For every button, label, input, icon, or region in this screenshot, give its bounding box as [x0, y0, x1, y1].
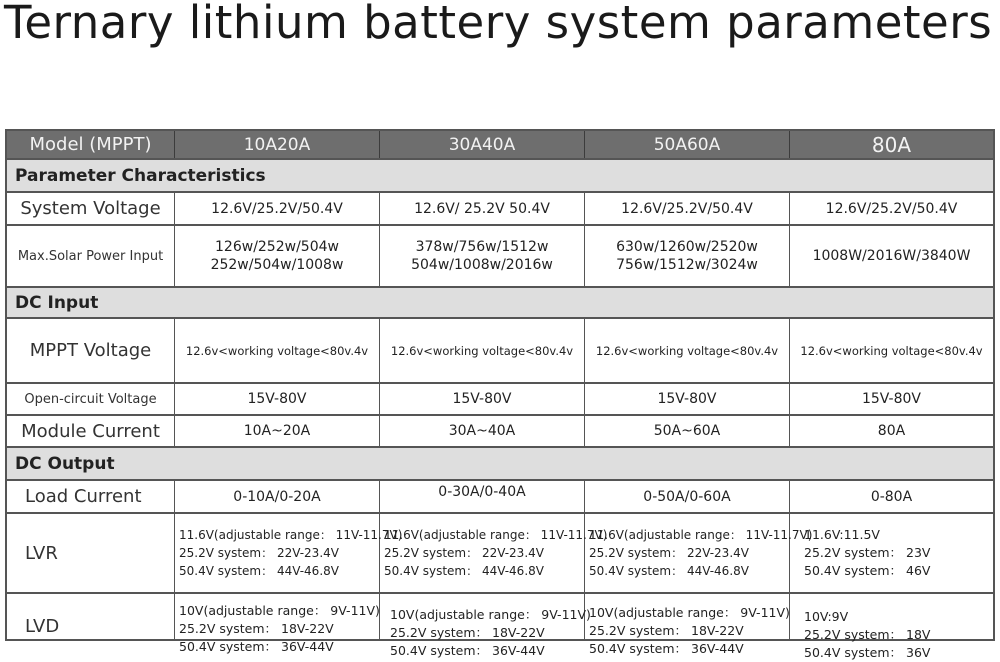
table-cell — [585, 514, 813, 592]
cell-line: 50.4V system： 36V-44V — [589, 641, 744, 656]
cell-line: 50.4V system： 46V — [804, 563, 931, 578]
cell-line: 25.2V system： 23V — [804, 545, 931, 560]
table-row-lvd — [7, 594, 993, 660]
table-cell: 50A~60A — [585, 416, 790, 446]
cell-line: 25.2V system： 18V-22V — [589, 623, 744, 638]
cell-line: 10V(adjustable range： 9V-11V) — [589, 605, 790, 620]
row-label: Module Current — [7, 416, 175, 446]
table-cell: 15V-80V — [380, 384, 585, 414]
row-label: Load Current — [7, 481, 175, 512]
cell-line: 25.2V system： 18V-22V — [179, 621, 334, 636]
table-cell: 0-80A — [870, 488, 913, 505]
cell-line: 504w/1008w/2016w — [411, 257, 553, 273]
cell-line: 252w/504w/1008w — [210, 257, 344, 273]
table-cell — [585, 594, 790, 656]
model-header-80a: 80A — [871, 132, 912, 157]
cell-line: 50.4V system： 36V-44V — [390, 643, 545, 658]
table-row-mppt-voltage — [7, 319, 993, 384]
model-header-50a60a: 50A60A — [585, 131, 790, 158]
table-cell: 12.6V/ 25.2V 50.4V — [380, 193, 585, 224]
cell-line: 11.6V(adjustable range： 11V-11.7V) — [179, 528, 403, 542]
row-label: MPPT Voltage — [7, 319, 175, 382]
table-cell: 10A~20A — [175, 416, 380, 446]
cell-line: 50.4V system： 36V — [804, 645, 931, 660]
table-cell: 12.6v<working voltage<80v.4v — [800, 343, 983, 358]
cell-line: 25.2V system： 18V-22V — [390, 625, 545, 640]
table-cell: 30A~40A — [380, 416, 585, 446]
table-cell: 0-10A/0-20A — [175, 481, 380, 512]
cell-line: 25.2V system： 22V-23.4V — [179, 546, 339, 560]
table-row-lvr — [7, 514, 993, 594]
row-label: LVD — [7, 594, 175, 639]
table-cell: 12.6v<working voltage<80v.4v — [380, 319, 585, 382]
table-row-max-solar-power-input — [7, 226, 993, 288]
cell-line: 10V(adjustable range： 9V-11V) — [390, 607, 591, 622]
cell-line: 50.4V system： 44V-46.8V — [384, 564, 544, 578]
cell-line: 11.6V:11.5V — [804, 527, 880, 542]
table-cell: 1008W/2016W/3840W — [812, 248, 971, 264]
table-row-open-circuit-voltage — [7, 384, 993, 416]
table-cell: 15V-80V — [175, 384, 380, 414]
section-title: Parameter Characteristics — [15, 165, 266, 186]
section-title: DC Input — [15, 292, 99, 313]
row-label: System Voltage — [7, 193, 175, 224]
table-cell — [380, 514, 608, 592]
row-label: LVR — [7, 514, 175, 592]
table-header-row — [7, 129, 993, 160]
section-title: DC Output — [15, 453, 115, 474]
cell-line: 630w/1260w/2520w — [616, 239, 758, 255]
table-cell: 0-30A/0-40A — [380, 481, 585, 512]
table-cell — [790, 514, 993, 592]
page-title: Ternary lithium battery system parameters — [4, 0, 993, 49]
table-cell: 0-50A/0-60A — [585, 481, 790, 512]
table-cell: 15V-80V — [861, 391, 921, 407]
table-cell — [790, 594, 993, 660]
section-dc-input — [7, 288, 993, 319]
cell-line: 756w/1512w/3024w — [616, 257, 758, 273]
row-label: Max.Solar Power Input — [7, 226, 175, 286]
cell-line: 11.6V(adjustable range： 11V-11.7V) — [589, 528, 813, 542]
table-cell — [380, 226, 585, 286]
section-dc-output — [7, 448, 993, 481]
table-cell: 15V-80V — [585, 384, 790, 414]
cell-line: 10V(adjustable range： 9V-11V) — [179, 603, 380, 618]
cell-line: 11.6V(adjustable range： 11V-11.7V) — [384, 528, 608, 542]
cell-line: 10V:9V — [804, 609, 849, 624]
table-cell: 12.6V/25.2V/50.4V — [175, 193, 380, 224]
cell-line: 25.2V system： 22V-23.4V — [589, 546, 749, 560]
table-cell: 12.6V/25.2V/50.4V — [585, 193, 790, 224]
table-row-module-current — [7, 416, 993, 448]
cell-line: 126w/252w/504w — [215, 239, 339, 255]
model-header-30a40a: 30A40A — [380, 131, 585, 158]
table-cell — [175, 594, 380, 654]
table-cell — [175, 226, 380, 286]
row-label: Open-circuit Voltage — [7, 384, 175, 414]
section-parameter-characteristics — [7, 160, 993, 193]
table-row-load-current — [7, 481, 993, 514]
model-header-label: Model (MPPT) — [7, 131, 175, 158]
cell-line: 378w/756w/1512w — [415, 239, 549, 255]
table-cell: 80A — [877, 423, 906, 439]
table-cell — [175, 514, 403, 592]
cell-line: 25.2V system： 22V-23.4V — [384, 546, 544, 560]
cell-line: 50.4V system： 44V-46.8V — [589, 564, 749, 578]
cell-line: 50.4V system： 36V-44V — [179, 639, 334, 654]
table-cell: 12.6v<working voltage<80v.4v — [585, 319, 790, 382]
table-cell — [585, 226, 790, 286]
parameters-table — [5, 129, 995, 660]
model-header-10a20a: 10A20A — [175, 131, 380, 158]
table-cell: 12.6v<working voltage<80v.4v — [175, 319, 380, 382]
table-cell: 12.6V/25.2V/50.4V — [825, 200, 958, 217]
table-cell — [380, 594, 591, 658]
cell-line: 50.4V system： 44V-46.8V — [179, 564, 339, 578]
table-row-system-voltage — [7, 193, 993, 226]
cell-line: 25.2V system： 18V — [804, 627, 931, 642]
